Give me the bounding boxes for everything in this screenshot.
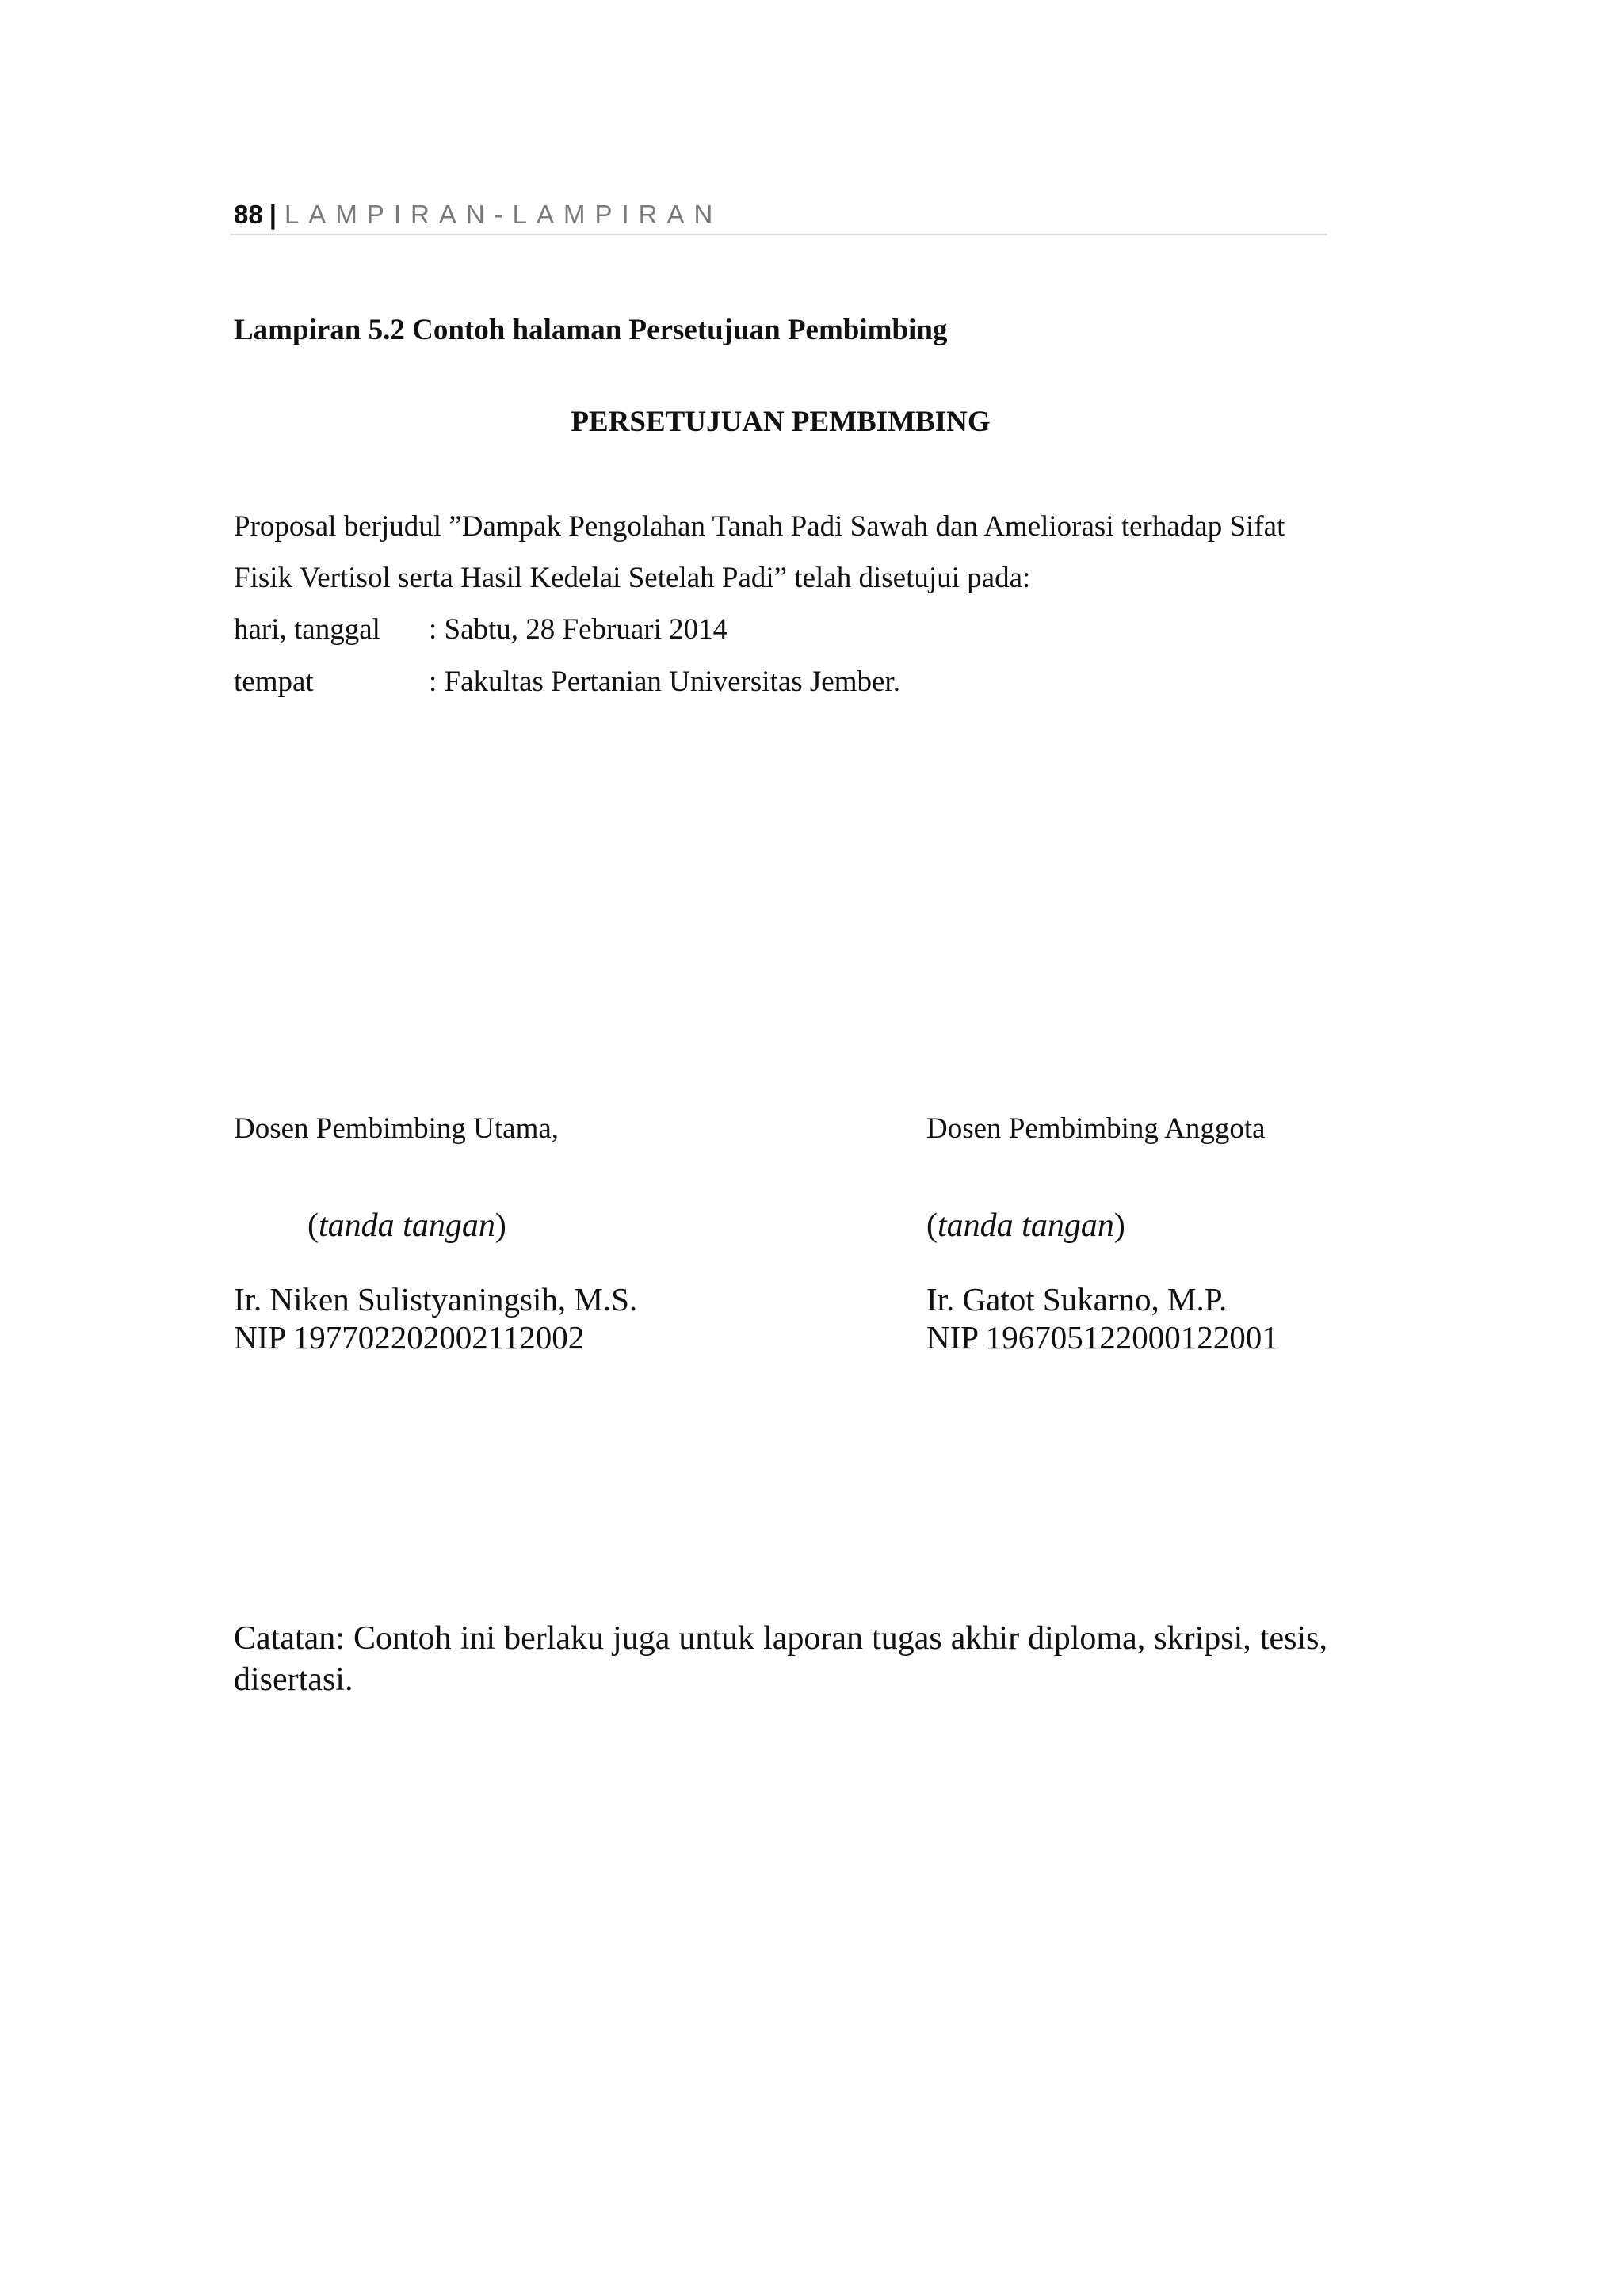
signature-role: Dosen Pembimbing Utama, (234, 1112, 559, 1145)
signature-placeholder-text: tanda tangan (938, 1207, 1114, 1244)
place-label: tempat (234, 666, 314, 698)
appendix-caption: Lampiran 5.2 Contoh halaman Persetujuan Pembimbing (234, 314, 948, 346)
signature-placeholder: (tanda tangan) (926, 1207, 1125, 1244)
running-header (234, 195, 1327, 235)
signature-placeholder-text: tanda tangan (319, 1207, 495, 1244)
signature-block-main-supervisor (234, 1109, 709, 1371)
page-title: PERSETUJUAN PEMBIMBING (571, 406, 991, 438)
signatory-name: Ir. Niken Sulistyaningsih, M.S. (234, 1281, 638, 1318)
running-title: LAMPIRAN-LAMPIRAN (284, 200, 723, 229)
date-label: hari, tanggal (234, 613, 380, 646)
header-separator: | (269, 200, 277, 229)
date-value: : Sabtu, 28 Februari 2014 (429, 613, 728, 646)
proposal-text-line-2: Fisik Vertisol serta Hasil Kedelai Setelah Padi” telah disetujui pada: (234, 562, 1031, 594)
signature-role: Dosen Pembimbing Anggota (926, 1112, 1266, 1145)
note-text: Catatan: Contoh ini berlaku juga untuk laporan tugas akhir diploma, skripsi, tesis, disertasi. (234, 1620, 1327, 1698)
signatory-name: Ir. Gatot Sukarno, M.P. (926, 1281, 1228, 1318)
signature-placeholder: (tanda tangan) (307, 1207, 506, 1244)
signatory-nip: NIP 197702202002112002 (234, 1319, 585, 1356)
header-rule (230, 234, 1327, 235)
page-number: 88 (234, 200, 263, 229)
proposal-text-line-1: Proposal berjudul ”Dampak Pengolahan Tanah Padi Sawah dan Ameliorasi terhadap Sifat (234, 510, 1285, 543)
place-value: : Fakultas Pertanian Universitas Jember. (429, 666, 900, 698)
signatory-nip: NIP 196705122000122001 (926, 1319, 1278, 1356)
signature-block-member-supervisor (926, 1109, 1402, 1371)
